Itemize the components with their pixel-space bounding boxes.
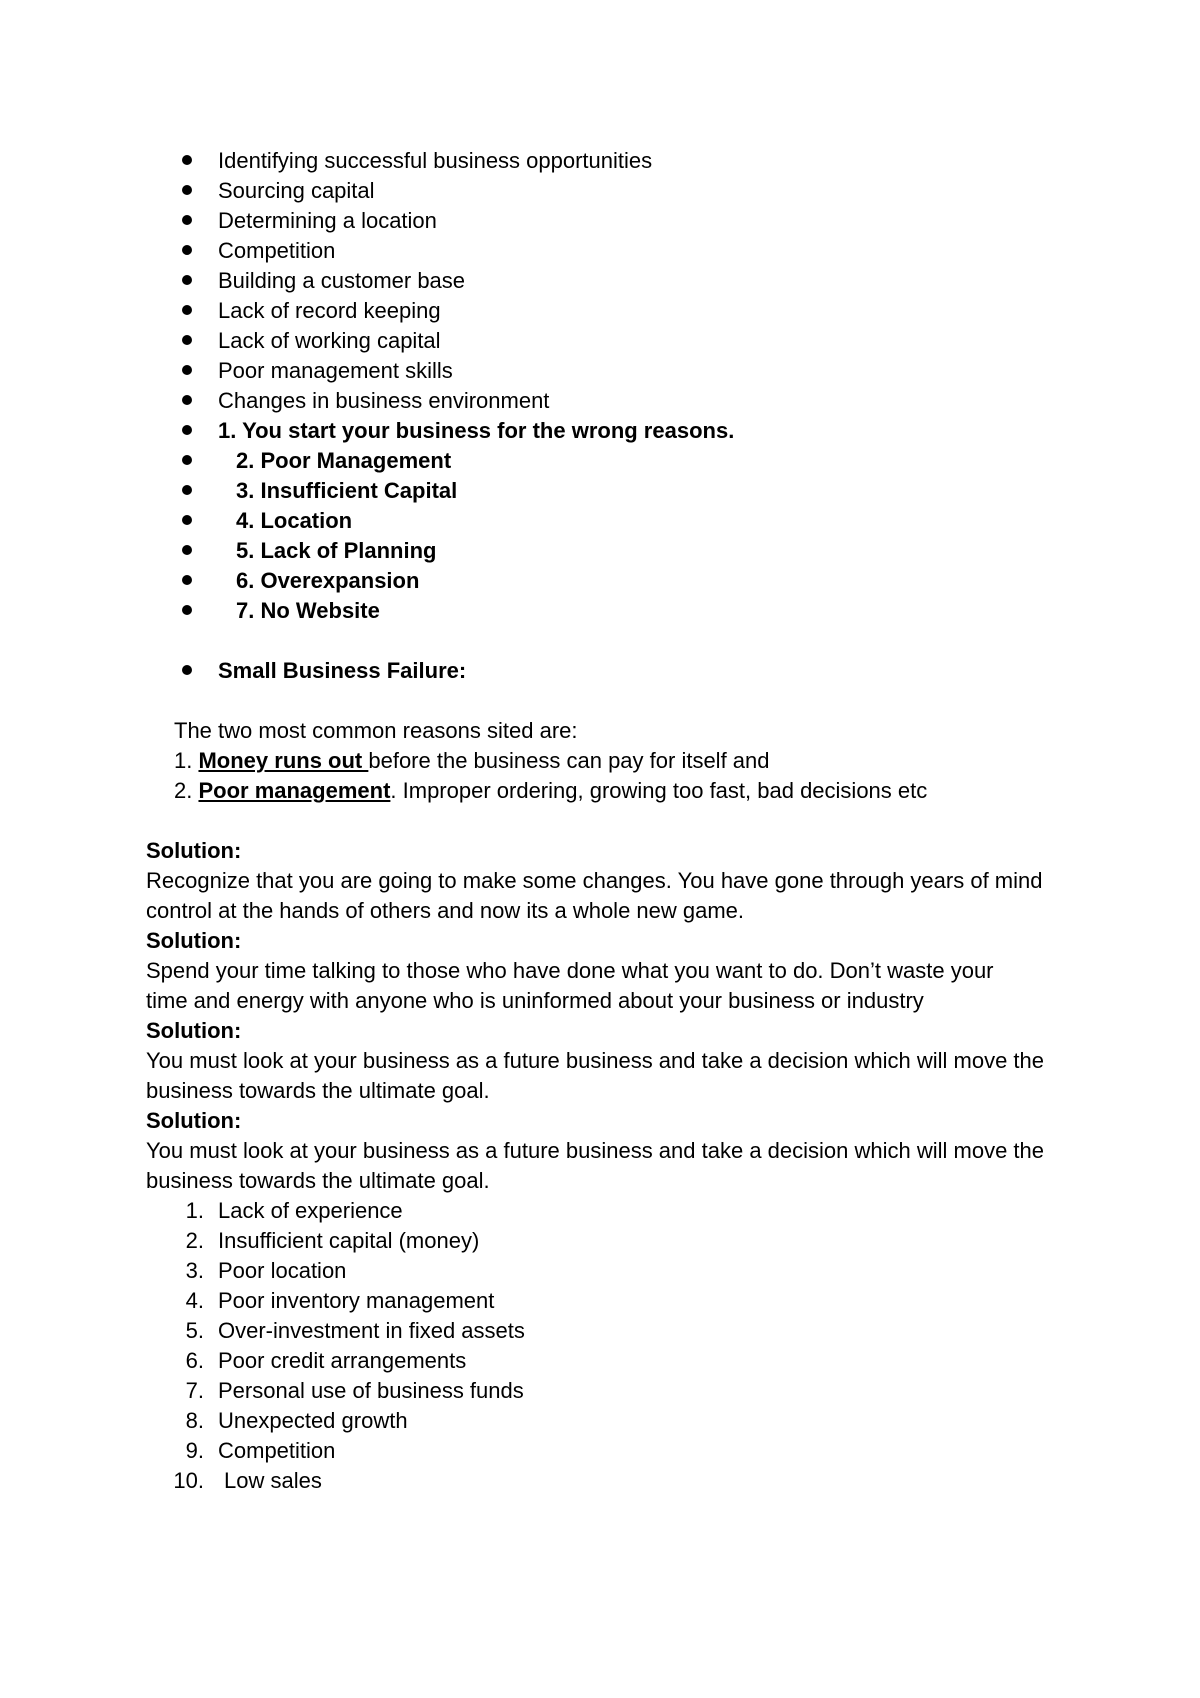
reason-number: 2. <box>174 778 199 803</box>
list-item: 6. Overexpansion <box>236 568 420 593</box>
list-item: Changes in business environment <box>218 388 550 413</box>
reason-key: Money runs out <box>198 748 369 773</box>
bullet-marker <box>182 395 192 405</box>
list-number: 1. <box>185 1198 204 1223</box>
bullet-marker <box>182 275 192 285</box>
failure-heading: Small Business Failure: <box>218 658 467 683</box>
reason-text: . Improper ordering, growing too fast, bad decisions etc <box>390 778 928 803</box>
bullet-marker <box>182 185 192 195</box>
solution-text: business towards the ultimate goal. <box>146 1078 490 1103</box>
bullet-marker <box>182 605 192 615</box>
bullet-marker <box>182 245 192 255</box>
list-item: Over-investment in fixed assets <box>218 1318 525 1343</box>
list-number: 3. <box>185 1258 204 1283</box>
list-item: 1. You start your business for the wrong reasons. <box>218 418 735 443</box>
list-number: 2. <box>185 1228 204 1253</box>
reason-number: 1. <box>174 748 199 773</box>
list-item: 5. Lack of Planning <box>236 538 437 563</box>
list-item: Low sales <box>224 1468 322 1493</box>
list-item: Personal use of business funds <box>218 1378 524 1403</box>
bullet-marker <box>182 665 192 675</box>
bullet-marker <box>182 515 192 525</box>
list-number: 6. <box>185 1348 204 1373</box>
list-number: 8. <box>185 1408 204 1433</box>
list-item: Determining a location <box>218 208 437 233</box>
bullet-marker <box>182 425 192 435</box>
list-item: Unexpected growth <box>218 1408 408 1433</box>
list-item: Building a customer base <box>218 268 466 293</box>
bullet-marker <box>182 305 192 315</box>
list-item: Competition <box>218 238 336 263</box>
list-item: Sourcing capital <box>218 178 375 203</box>
list-item: Lack of record keeping <box>218 298 441 323</box>
bullet-marker <box>182 215 192 225</box>
solution-text: You must look at your business as a future business and take a decision which will move the <box>146 1048 1045 1073</box>
list-item: 7. No Website <box>236 598 380 623</box>
solution-text: You must look at your business as a future business and take a decision which will move the <box>146 1138 1045 1163</box>
list-item: 3. Insufficient Capital <box>236 478 458 503</box>
list-item: Poor inventory management <box>218 1288 495 1313</box>
bullet-marker <box>182 335 192 345</box>
solution-text: Spend your time talking to those who have done what you want to do. Don’t waste your <box>146 958 994 983</box>
reason-line-1 <box>174 746 770 776</box>
solution-heading: Solution: <box>146 1018 242 1043</box>
list-item: Competition <box>218 1438 336 1463</box>
list-item: Identifying successful business opportunities <box>218 148 653 173</box>
solution-heading: Solution: <box>146 1108 242 1133</box>
bullet-marker <box>182 155 192 165</box>
list-number: 5. <box>185 1318 204 1343</box>
bullet-marker <box>182 545 192 555</box>
solution-text: control at the hands of others and now its a whole new game. <box>146 898 745 923</box>
reason-text: before the business can pay for itself and <box>368 748 770 773</box>
list-number: 7. <box>185 1378 204 1403</box>
list-number: 4. <box>185 1288 204 1313</box>
list-item: 2. Poor Management <box>236 448 452 473</box>
bullet-marker <box>182 575 192 585</box>
list-number: 10. <box>173 1468 204 1493</box>
list-item: Lack of working capital <box>218 328 441 353</box>
reason-line-2 <box>174 776 927 806</box>
bullet-marker <box>182 455 192 465</box>
solution-text: time and energy with anyone who is uninformed about your business or industry <box>146 988 924 1013</box>
list-item: Lack of experience <box>218 1198 403 1223</box>
solution-text: business towards the ultimate goal. <box>146 1168 490 1193</box>
solution-heading: Solution: <box>146 928 242 953</box>
list-item: Insufficient capital (money) <box>218 1228 480 1253</box>
solution-heading: Solution: <box>146 838 242 863</box>
list-item: Poor credit arrangements <box>218 1348 467 1373</box>
reason-key: Poor management <box>198 778 391 803</box>
list-item: 4. Location <box>236 508 353 533</box>
list-item: Poor location <box>218 1258 347 1283</box>
reasons-intro: The two most common reasons sited are: <box>174 718 578 743</box>
solution-text: Recognize that you are going to make some changes. You have gone through years of mind <box>146 868 1043 893</box>
list-item: Poor management skills <box>218 358 453 383</box>
list-number: 9. <box>185 1438 204 1463</box>
bullet-marker <box>182 365 192 375</box>
bullet-marker <box>182 485 192 495</box>
